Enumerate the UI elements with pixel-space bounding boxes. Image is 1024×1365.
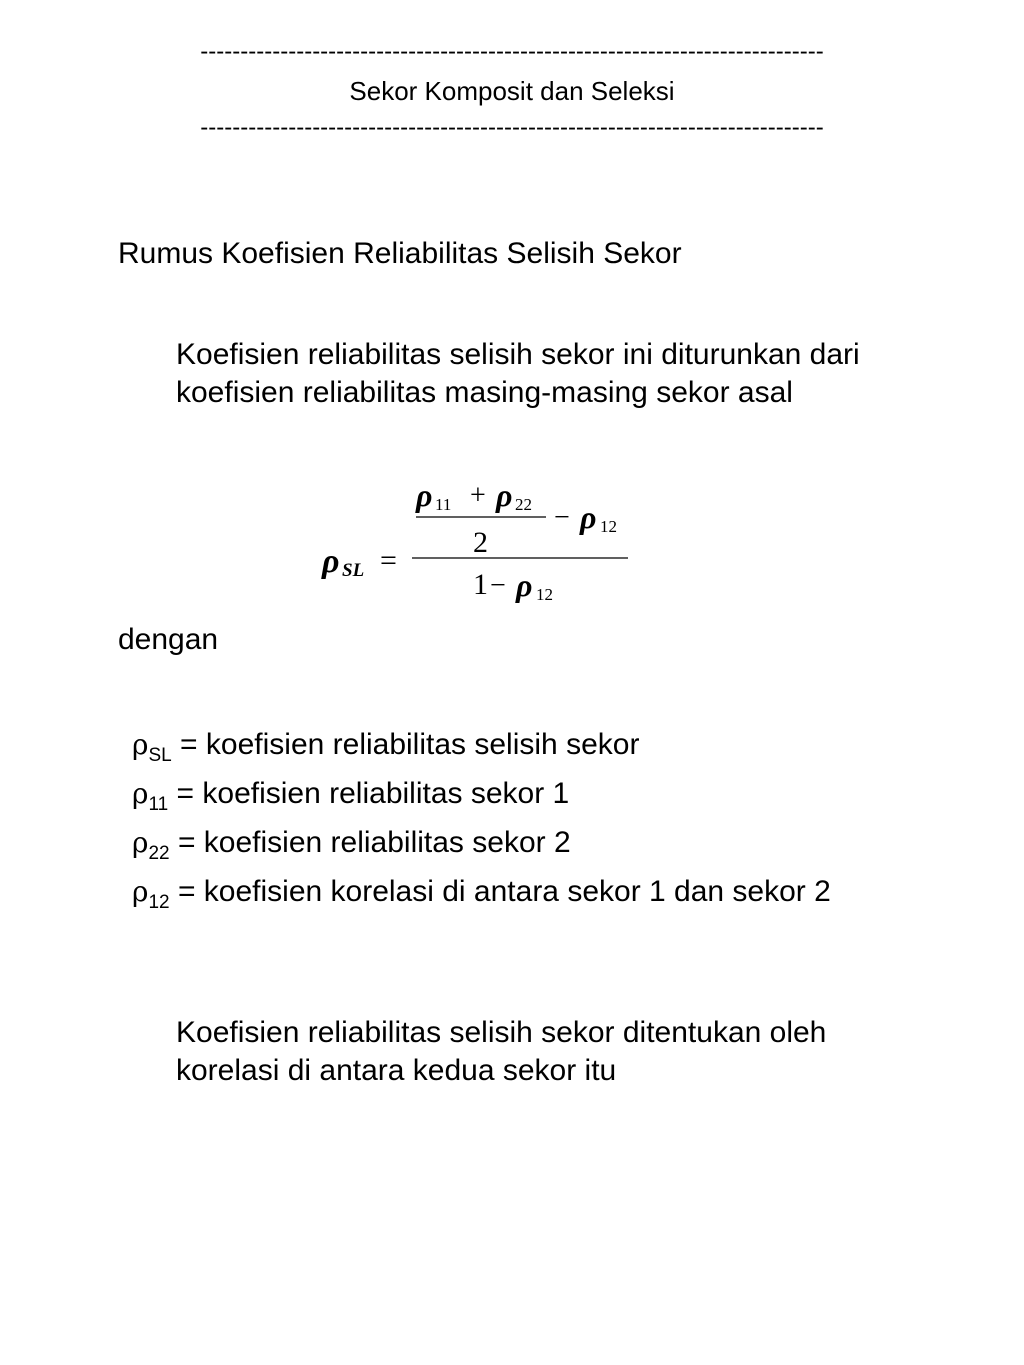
- formula-sub-sl: SL: [342, 560, 365, 581]
- definition-text: = koefisien reliabilitas selisih sekor: [171, 728, 640, 761]
- formula-sub-22: 22: [515, 495, 532, 514]
- formula-equals: =: [380, 544, 397, 577]
- definition-subscript: 12: [148, 892, 170, 913]
- definition-text: = koefisien korelasi di antara sekor 1 dan sekor 2: [169, 875, 831, 908]
- definition-item: [132, 818, 831, 867]
- intro-line-2: koefisien reliabilitas masing-masing sekor asal: [176, 376, 793, 409]
- header-divider-top: ------------------------------------------------------------------------------: [200, 38, 824, 65]
- formula-sub-11: 11: [435, 495, 452, 514]
- header-divider-bottom: ------------------------------------------------------------------------------: [200, 114, 824, 141]
- closing-paragraph: [176, 1014, 996, 1090]
- definition-subscript: 11: [148, 794, 169, 815]
- definition-text: = koefisien reliabilitas sekor 2: [169, 826, 571, 859]
- formula-minus-top: −: [554, 502, 570, 533]
- definition-symbol: ρ: [132, 826, 149, 859]
- formula-plus: +: [470, 480, 486, 511]
- definition-item: [132, 867, 831, 916]
- formula-rho-12-top: ρ: [580, 499, 597, 535]
- intro-line-1: Koefisien reliabilitas selisih sekor ini diturunkan dari: [176, 338, 860, 371]
- closing-line-2: korelasi di antara kedua sekor itu: [176, 1054, 617, 1087]
- section-heading: Rumus Koefisien Reliabilitas Selisih Sekor: [118, 237, 682, 270]
- formula-rho-11: ρ: [416, 477, 433, 513]
- reliability-formula: [318, 470, 648, 620]
- formula-minus-bottom: −: [490, 570, 506, 601]
- closing-line-1: Koefisien reliabilitas selisih sekor ditentukan oleh: [176, 1016, 827, 1049]
- definition-text: = koefisien reliabilitas sekor 1: [168, 777, 570, 810]
- definition-symbol: ρ: [132, 777, 149, 810]
- formula-sub-12-bottom: 12: [536, 585, 553, 604]
- definition-item: [132, 720, 831, 769]
- intro-paragraph: [176, 336, 996, 412]
- definition-subscript: SL: [148, 745, 172, 766]
- definition-symbol: ρ: [132, 875, 149, 908]
- dengan-label: dengan: [118, 623, 219, 656]
- header-title: Sekor Komposit dan Seleksi: [349, 76, 675, 106]
- formula-rho-12-bottom: ρ: [516, 567, 533, 603]
- formula-rho-22: ρ: [496, 477, 513, 513]
- formula-sub-12-top: 12: [600, 517, 617, 536]
- definition-list: [132, 720, 831, 916]
- definition-symbol: ρ: [132, 728, 149, 761]
- formula-rho-sl: ρ: [322, 543, 340, 580]
- definition-item: [132, 769, 831, 818]
- formula-two: 2: [473, 526, 488, 559]
- definition-subscript: 22: [148, 843, 170, 864]
- formula-one: 1: [473, 568, 488, 601]
